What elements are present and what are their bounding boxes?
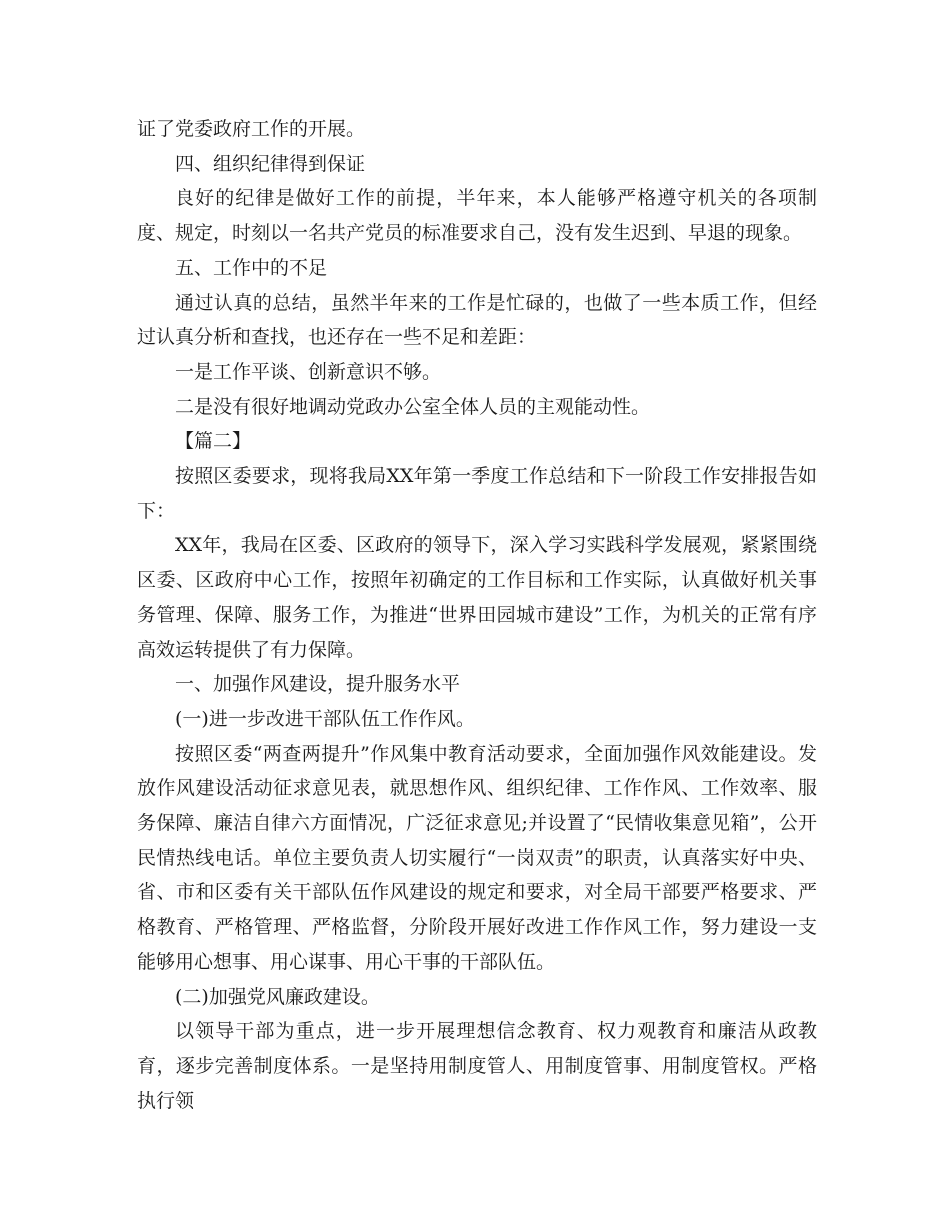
subsection-heading-cadre-style: (一)进一步改进干部队伍工作作风。	[175, 707, 475, 730]
section-heading-discipline: 四、组织纪律得到保证	[175, 152, 366, 175]
paragraph-discipline: 良好的纪律是做好工作的前提，半年来，本人能够严格遵守机关的各项制度、规定，时刻以一名共产党员的标准要求自己，没有发生迟到、早退的现象。	[137, 187, 817, 245]
paragraph-cadre-style: 按照区委“两查两提升”作风集中教育活动要求，全面加强作风效能建设。发放作风建设活动征求意见表，就思想作风、组织纪律、工作作风、工作效率、服务保障、廉洁自律六方面情况，广泛征求意见;并设置了“民情收集意见箱”，公开民情热线电话。单位主要负责人切实履行“一岗双责”的职责，认真落实好中央、省、市和区委有关干部队伍作风建设的规定和要求，对全局干部要严格要求、严格教育、严格管理、严格监督，分阶段开展好改进工作作风工作，努力建设一支能够用心想事、用心谋事、用心干事的干部队伍。	[137, 742, 817, 973]
document-body	[137, 112, 817, 1118]
section-heading-style-building: 一、加强作风建设，提升服务水平	[175, 673, 461, 696]
subsection-heading-clean-government: (二)加强党风廉政建设。	[175, 985, 380, 1008]
paragraph-continuation: 证了党委政府工作的开展。	[137, 118, 366, 140]
paragraph-report-intro: 按照区委要求，现将我局XX年第一季度工作总结和下一阶段工作安排报告如下：	[137, 465, 817, 522]
list-item-shortcoming-2: 二是没有很好地调动党政办公室全体人员的主观能动性。	[175, 395, 651, 418]
paragraph-clean-government: 以领导干部为重点，进一步开展理想信念教育、权力观教育和廉洁从政教育，逐步完善制度体系。一是坚持用制度管人、用制度管事、用制度管权。严格执行领	[137, 1020, 817, 1112]
paragraph-shortcomings: 通过认真的总结，虽然半年来的工作是忙碌的，也做了一些本质工作，但经过认真分析和查找，也还存在一些不足和差距：	[137, 291, 817, 349]
list-item-shortcoming-1: 一是工作平谈、创新意识不够。	[175, 360, 442, 383]
paragraph-year-summary: XX年，我局在区委、区政府的领导下，深入学习实践科学发展观，紧紧围绕区委、区政府中心工作，按照年初确定的工作目标和工作实际，认真做好机关事务管理、保障、服务工作，为推进“世界田园城市建设”工作，为机关的正常有序高效运转提供了有力保障。	[137, 534, 817, 661]
section-heading-shortcomings: 五、工作中的不足	[175, 256, 328, 279]
part-heading-two: 【篇二】	[175, 430, 252, 453]
